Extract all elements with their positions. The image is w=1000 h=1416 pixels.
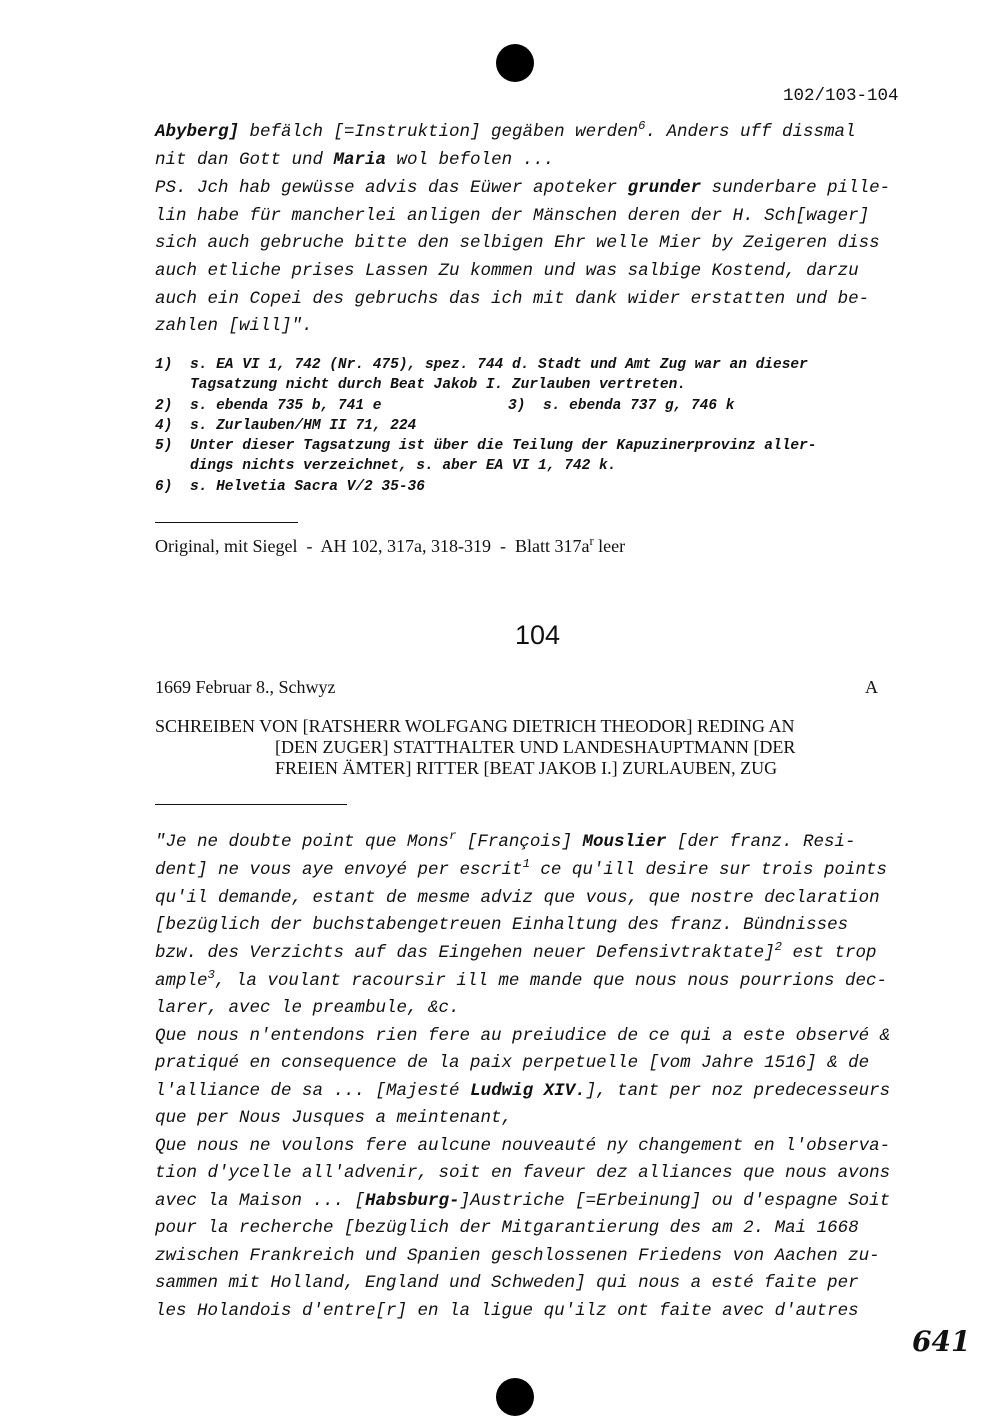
text-line: avec la Maison ... [Habsburg-]Austriche [=Erbeinung] ou d'espagne Soit (155, 1191, 891, 1211)
text-line: Que nous ne voulons fere aulcune nouveauté ny changement en l'observa- (155, 1136, 891, 1156)
footnote-text: s. EA VI 1, 742 (Nr. 475), spez. 744 d. Stadt und Amt Zug war an dieser (190, 357, 808, 373)
footnote-text: s. Zurlauben/HM II 71, 224 (190, 418, 417, 434)
text-line: ample$^3$, la voulant racoursir ill me mande que nous nous pourrions dec- (155, 968, 887, 991)
footnote-text: Tagsatzung nicht durch Beat Jakob I. Zurlauben vertreten. (190, 377, 686, 393)
text-line: tion d'ycelle all'advenir, soit en faveur dez alliances que nous avons (155, 1163, 891, 1183)
divider (155, 804, 347, 805)
document-title: [DEN ZUGER] STATTHALTER UND LANDESHAUPTMANN [DER (275, 737, 796, 757)
text-line: bzw. des Verzichts auf das Eingehen neuer Defensivtraktate]$^2$ est trop (155, 940, 877, 963)
footnote-text: dings nichts verzeichnet, s. aber EA VI 1, 742 k. (190, 458, 617, 474)
document-number: 104 (515, 620, 561, 650)
text-line: les Holandois d'entre[r] en la ligue qu'ilz ont faite avec d'autres (155, 1301, 859, 1321)
text-line: lin habe für mancherlei anligen der Mänschen deren der H. Sch[wager] (155, 206, 870, 226)
document-title: SCHREIBEN VON [RATSHERR WOLFGANG DIETRICH THEODOR] REDING AN (155, 716, 795, 736)
footnote-number: 4) (155, 418, 173, 434)
text-line: Que nous n'entendons rien fere au preiudice de ce qui a este observé & (155, 1026, 891, 1046)
footnote-text: s. Helvetia Sacra V/2 35-36 (190, 479, 425, 495)
footnote-number: 2) (155, 398, 173, 414)
divider (155, 522, 298, 523)
source-note: Original, mit Siegel - AH 102, 317a, 318-319 - Blatt $317a^r$ leer (155, 534, 626, 556)
text-line: PS. Jch hab gewüsse advis das Eüwer apoteker grunder sunderbare pille- (155, 178, 891, 198)
text-line: nit dan Gott und Maria wol befolen ... (155, 150, 555, 170)
text-line: "Je ne doubte point que Mons$^r$ [François] Mouslier [der franz. Resi- (155, 829, 856, 852)
text-line: l'alliance de sa ... [Majesté Ludwig XIV.], tant per noz predecesseurs (155, 1081, 891, 1101)
text-line: que per Nous Jusques a meintenant, (155, 1108, 513, 1128)
footnote-number: 3) (508, 398, 526, 414)
text-line: pratiqué en consequence de la paix perpetuelle [vom Jahre 1516] & de (155, 1053, 870, 1073)
text-line: zwischen Frankreich und Spanien geschlossenen Friedens von Aachen zu- (155, 1246, 880, 1266)
footnote-number: 6) (155, 479, 173, 495)
text-line: Abyberg] befälch [=Instruktion] gegäben werden$^6$. Anders uff dissmal (155, 119, 856, 142)
text-line: sich auch gebruche bitte den selbigen Ehr welle Mier by Zeigeren diss (155, 233, 880, 253)
footnote-text: s. ebenda 735 b, 741 e (190, 398, 382, 414)
document-title: FREIEN ÄMTER] RITTER [BEAT JAKOB I.] ZURLAUBEN, ZUG (275, 758, 778, 778)
text-line: auch etliche prises Lassen Zu kommen und was salbige Kostend, darzu (155, 261, 859, 281)
text-line: [bezüglich der buchstabengetreuen Einhaltung des franz. Bündnisses (155, 915, 849, 935)
text-line: sammen mit Holland, England und Schweden] qui nous a esté faite per (155, 1273, 859, 1293)
footnote-number: 5) (155, 438, 173, 454)
page-reference: 102/103-104 (783, 86, 899, 106)
document-date-place: 1669 Februar 8., Schwyz (155, 677, 336, 697)
text-line: pour la recherche [bezüglich der Mitgarantierung des am 2. Mai 1668 (155, 1218, 859, 1238)
text-line: larer, avec le preambule, &c. (155, 998, 460, 1018)
text-line: auch ein Copei des gebruchs das ich mit dank wider erstatten und be- (155, 289, 870, 309)
text-line: zahlen [will]". (155, 316, 313, 336)
text-line: qu'il demande, estant de mesme adviz que vous, que nostre declaration (155, 888, 880, 908)
page-number: 641 (912, 1325, 971, 1358)
text-line: dent] ne vous aye envoyé per escrit$^1$ ce qu'ill desire sur trois points (155, 857, 887, 880)
punch-hole-top (496, 44, 534, 82)
document-grade: A (865, 677, 878, 697)
footnote-number: 1) (155, 357, 173, 373)
footnote-text: s. ebenda 737 g, 746 k (543, 398, 735, 414)
punch-hole-bottom (496, 1378, 534, 1416)
footnote-text: Unter dieser Tagsatzung ist über die Teilung der Kapuzinerprovinz aller- (190, 438, 817, 454)
